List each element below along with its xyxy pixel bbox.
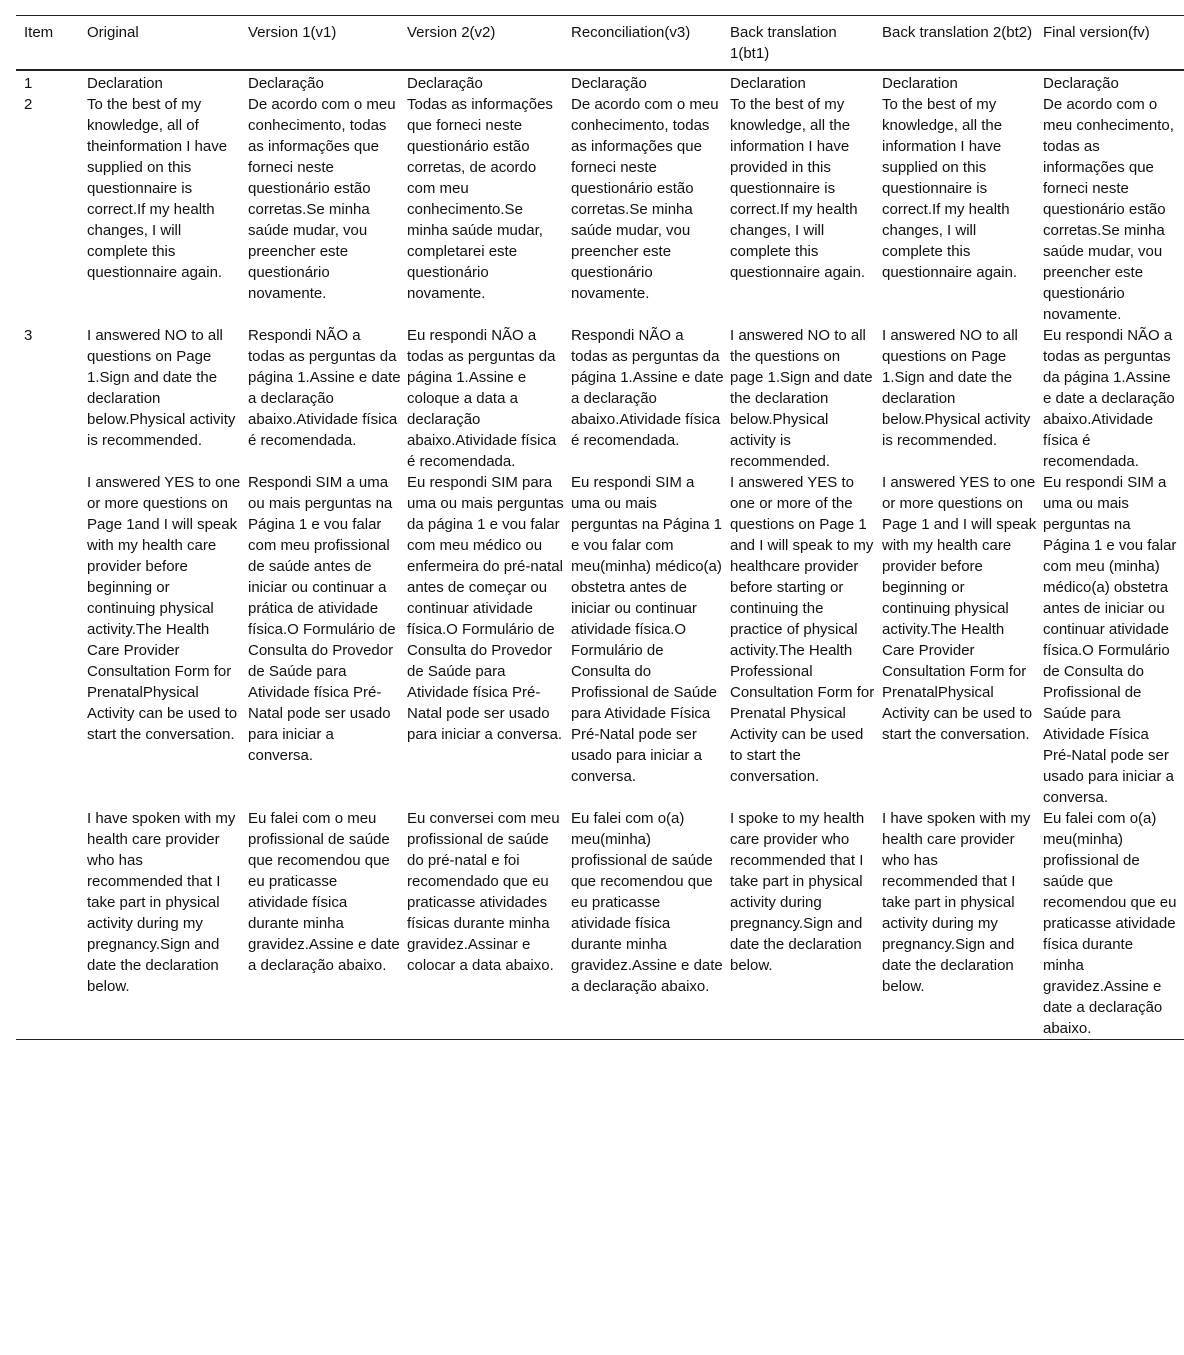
cell-bt2 (882, 70, 1043, 94)
cell-bt2-text: To the best of my knowledge, all the information I have supplied on this questionnaire is correct.If my health changes, I will complete this questionnaire again. (882, 96, 1018, 281)
table-row (16, 325, 1184, 472)
cell-v2 (407, 70, 571, 94)
cell-v3-text: Declaração (571, 75, 647, 92)
cell-fv-text: Declaração (1043, 75, 1119, 92)
header-v1-label: Version 1(v1) (248, 24, 337, 41)
cell-fv-text: Eu respondi SIM a uma ou mais perguntas na Página 1 e vou falar com meu (minha) médico(a) obstetra antes de iniciar ou continuar atividade física.O Formulário de Consulta do Profissional de Saúde para Atividade Física Pré-Natal pode ser usado para iniciar a conversa. (1043, 474, 1177, 806)
cell-fv-text: Eu respondi NÃO a todas as perguntas da página 1.Assine e date a declaração abaixo.Atividade física é recomendada. (1043, 327, 1175, 470)
cell-v1 (248, 472, 407, 808)
cell-v2-text: Todas as informações que forneci neste questionário estão corretas, de acordo com meu conhecimento.Se minha saúde mudar, completarei este questionário novamente. (407, 96, 553, 302)
cell-item-text: 2 (24, 96, 33, 113)
cell-bt2 (882, 472, 1043, 808)
cell-v1-text: De acordo com o meu conhecimento, todas as informações que forneci neste questionário estão corretas.Se minha saúde mudar, vou preencher este questionário novamente. (248, 96, 396, 302)
cell-v1-text: Respondi SIM a uma ou mais perguntas na Página 1 e vou falar com meu profissional de saúde antes de iniciar ou continuar a prática de atividade física.O Formulário de Consulta do Provedor de Saúde para Atividade física Pré-Natal pode ser usado para iniciar a conversa. (248, 474, 396, 764)
cell-bt1 (730, 70, 882, 94)
table-body (16, 70, 1184, 1040)
cell-item (16, 472, 87, 808)
translation-table-container (16, 15, 1176, 1040)
cell-fv (1043, 70, 1184, 94)
cell-bt1 (730, 94, 882, 325)
cell-v1-text: Respondi NÃO a todas as perguntas da página 1.Assine e date a declaração abaixo.Atividade física é recomendada. (248, 327, 401, 449)
header-item-label: Item (24, 24, 54, 41)
cell-v3 (571, 325, 730, 472)
cell-v2 (407, 94, 571, 325)
cell-bt2-text: Declaration (882, 75, 958, 92)
cell-bt1 (730, 808, 882, 1040)
cell-v3-text: Eu falei com o(a) meu(minha) profissional de saúde que recomendou que eu praticasse atividade física durante minha gravidez.Assine e date a declaração abaixo. (571, 810, 723, 995)
cell-item (16, 808, 87, 1040)
cell-v2 (407, 472, 571, 808)
cell-bt1-text: I answered YES to one or more of the questions on Page 1 and I will speak to my healthcare provider before starting or continuing the practice of physical activity.The Health Professional Consultation Form for Prenatal Physical Activity can be used to start the conversation. (730, 474, 875, 785)
cell-original (87, 94, 248, 325)
cell-item-text: 1 (24, 75, 33, 92)
cell-original (87, 70, 248, 94)
header-item (16, 16, 87, 71)
cell-bt2 (882, 325, 1043, 472)
cell-fv (1043, 325, 1184, 472)
cell-original (87, 325, 248, 472)
cell-v3 (571, 472, 730, 808)
header-bt2 (882, 16, 1043, 71)
header-v2-label: Version 2(v2) (407, 24, 496, 41)
cell-original (87, 808, 248, 1040)
header-original (87, 16, 248, 71)
cell-fv-text: De acordo com o meu conhecimento, todas as informações que forneci neste questionário estão corretas.Se minha saúde mudar, vou preencher este questionário novamente. (1043, 96, 1174, 323)
cell-v1-text: Eu falei com o meu profissional de saúde que recomendou que eu praticasse atividade física durante minha gravidez.Assine e date a declaração abaixo. (248, 810, 400, 974)
cell-v3-text: Eu respondi SIM a uma ou mais perguntas na Página 1 e vou falar com meu(minha) médico(a) obstetra antes de iniciar ou continuar atividade física.O Formulário de Consulta do Profissional de Saúde para Atividade Física Pré-Natal pode ser usado para iniciar a conversa. (571, 474, 722, 785)
cell-v2-text: Declaração (407, 75, 483, 92)
header-fv (1043, 16, 1184, 71)
cell-v2-text: Eu conversei com meu profissional de saúde do pré-natal e foi recomendado que eu praticasse atividades físicas durante minha gravidez.Assinar e colocar a data abaixo. (407, 810, 560, 974)
cell-original-text: I have spoken with my health care provider who has recommended that I take part in physical activity during my pregnancy.Sign and date the declaration below. (87, 810, 236, 995)
header-bt1 (730, 16, 882, 71)
cell-v2-text: Eu respondi NÃO a todas as perguntas da página 1.Assine e coloque a data a declaração abaixo.Atividade física é recomendada. (407, 327, 557, 470)
cell-item-text: 3 (24, 327, 33, 344)
table-row (16, 808, 1184, 1040)
cell-fv-text: Eu falei com o(a) meu(minha) profissional de saúde que recomendou que eu praticasse atividade física durante minha gravidez.Assine e date a declaração abaixo. (1043, 810, 1177, 1037)
cell-v1 (248, 325, 407, 472)
cell-item (16, 70, 87, 94)
table-row (16, 472, 1184, 808)
header-fv-label: Final version(fv) (1043, 24, 1150, 41)
cell-original-text: I answered NO to all questions on Page 1.Sign and date the declaration below.Physical activity is recommended. (87, 327, 236, 449)
table-row (16, 94, 1184, 325)
cell-v3 (571, 94, 730, 325)
header-row (16, 16, 1184, 71)
cell-original-text: Declaration (87, 75, 163, 92)
cell-bt2-text: I have spoken with my health care provider who has recommended that I take part in physical activity during my pregnancy.Sign and date the declaration below. (882, 810, 1031, 995)
cell-bt1-text: I spoke to my health care provider who recommended that I take part in physical activity during pregnancy.Sign and date the declaration below. (730, 810, 865, 974)
translation-table (16, 15, 1184, 1040)
header-v2 (407, 16, 571, 71)
cell-bt1-text: Declaration (730, 75, 806, 92)
header-v3-label: Reconciliation(v3) (571, 24, 691, 41)
cell-original (87, 472, 248, 808)
table-row (16, 70, 1184, 94)
cell-original-text: I answered YES to one or more questions on Page 1and I will speak with my health care provider before beginning or continuing physical activity.The Health Care Provider Consultation Form for PrenatalPhysical Activity can be used to start the conversation. (87, 474, 241, 743)
cell-v3-text: Respondi NÃO a todas as perguntas da página 1.Assine e date a declaração abaixo.Atividade física é recomendada. (571, 327, 724, 449)
header-original-label: Original (87, 24, 139, 41)
header-v1 (248, 16, 407, 71)
cell-v3-text: De acordo com o meu conhecimento, todas as informações que forneci neste questionário estão corretas.Se minha saúde mudar, vou preencher este questionário novamente. (571, 96, 719, 302)
cell-bt2 (882, 808, 1043, 1040)
cell-bt1-text: I answered NO to all the questions on page 1.Sign and date the declaration below.Physical activity is recommended. (730, 327, 873, 470)
cell-bt1 (730, 472, 882, 808)
cell-v3 (571, 808, 730, 1040)
cell-v2 (407, 325, 571, 472)
cell-fv (1043, 472, 1184, 808)
cell-v1 (248, 808, 407, 1040)
cell-fv (1043, 808, 1184, 1040)
cell-v2-text: Eu respondi SIM para uma ou mais perguntas da página 1 e vou falar com meu médico ou enfermeira do pré-natal antes de começar ou continuar atividade física.O Formulário de Consulta do Provedor de Saúde para Atividade física Pré-Natal pode ser usado para iniciar a conversa. (407, 474, 564, 743)
cell-v3 (571, 70, 730, 94)
header-bt1-label: Back translation 1(bt1) (730, 24, 837, 62)
cell-fv (1043, 94, 1184, 325)
cell-bt1 (730, 325, 882, 472)
cell-v1 (248, 94, 407, 325)
cell-bt1-text: To the best of my knowledge, all the information I have provided in this questionnaire is correct.If my health changes, I will complete this questionnaire again. (730, 96, 866, 281)
cell-bt2 (882, 94, 1043, 325)
header-v3 (571, 16, 730, 71)
cell-original-text: To the best of my knowledge, all of theinformation I have supplied on this questionnaire is correct.If my health changes, I will complete this questionnaire again. (87, 96, 228, 281)
cell-bt2-text: I answered NO to all questions on Page 1.Sign and date the declaration below.Physical activity is recommended. (882, 327, 1031, 449)
cell-v1 (248, 70, 407, 94)
table-header (16, 16, 1184, 71)
header-bt2-label: Back translation 2(bt2) (882, 24, 1033, 41)
cell-bt2-text: I answered YES to one or more questions on Page 1 and I will speak with my health care provider before beginning or continuing physical activity.The Health Care Provider Consultation Form for PrenatalPhysical Activity can be used to start the conversation. (882, 474, 1037, 743)
cell-v1-text: Declaração (248, 75, 324, 92)
cell-item (16, 94, 87, 325)
cell-item (16, 325, 87, 472)
cell-v2 (407, 808, 571, 1040)
